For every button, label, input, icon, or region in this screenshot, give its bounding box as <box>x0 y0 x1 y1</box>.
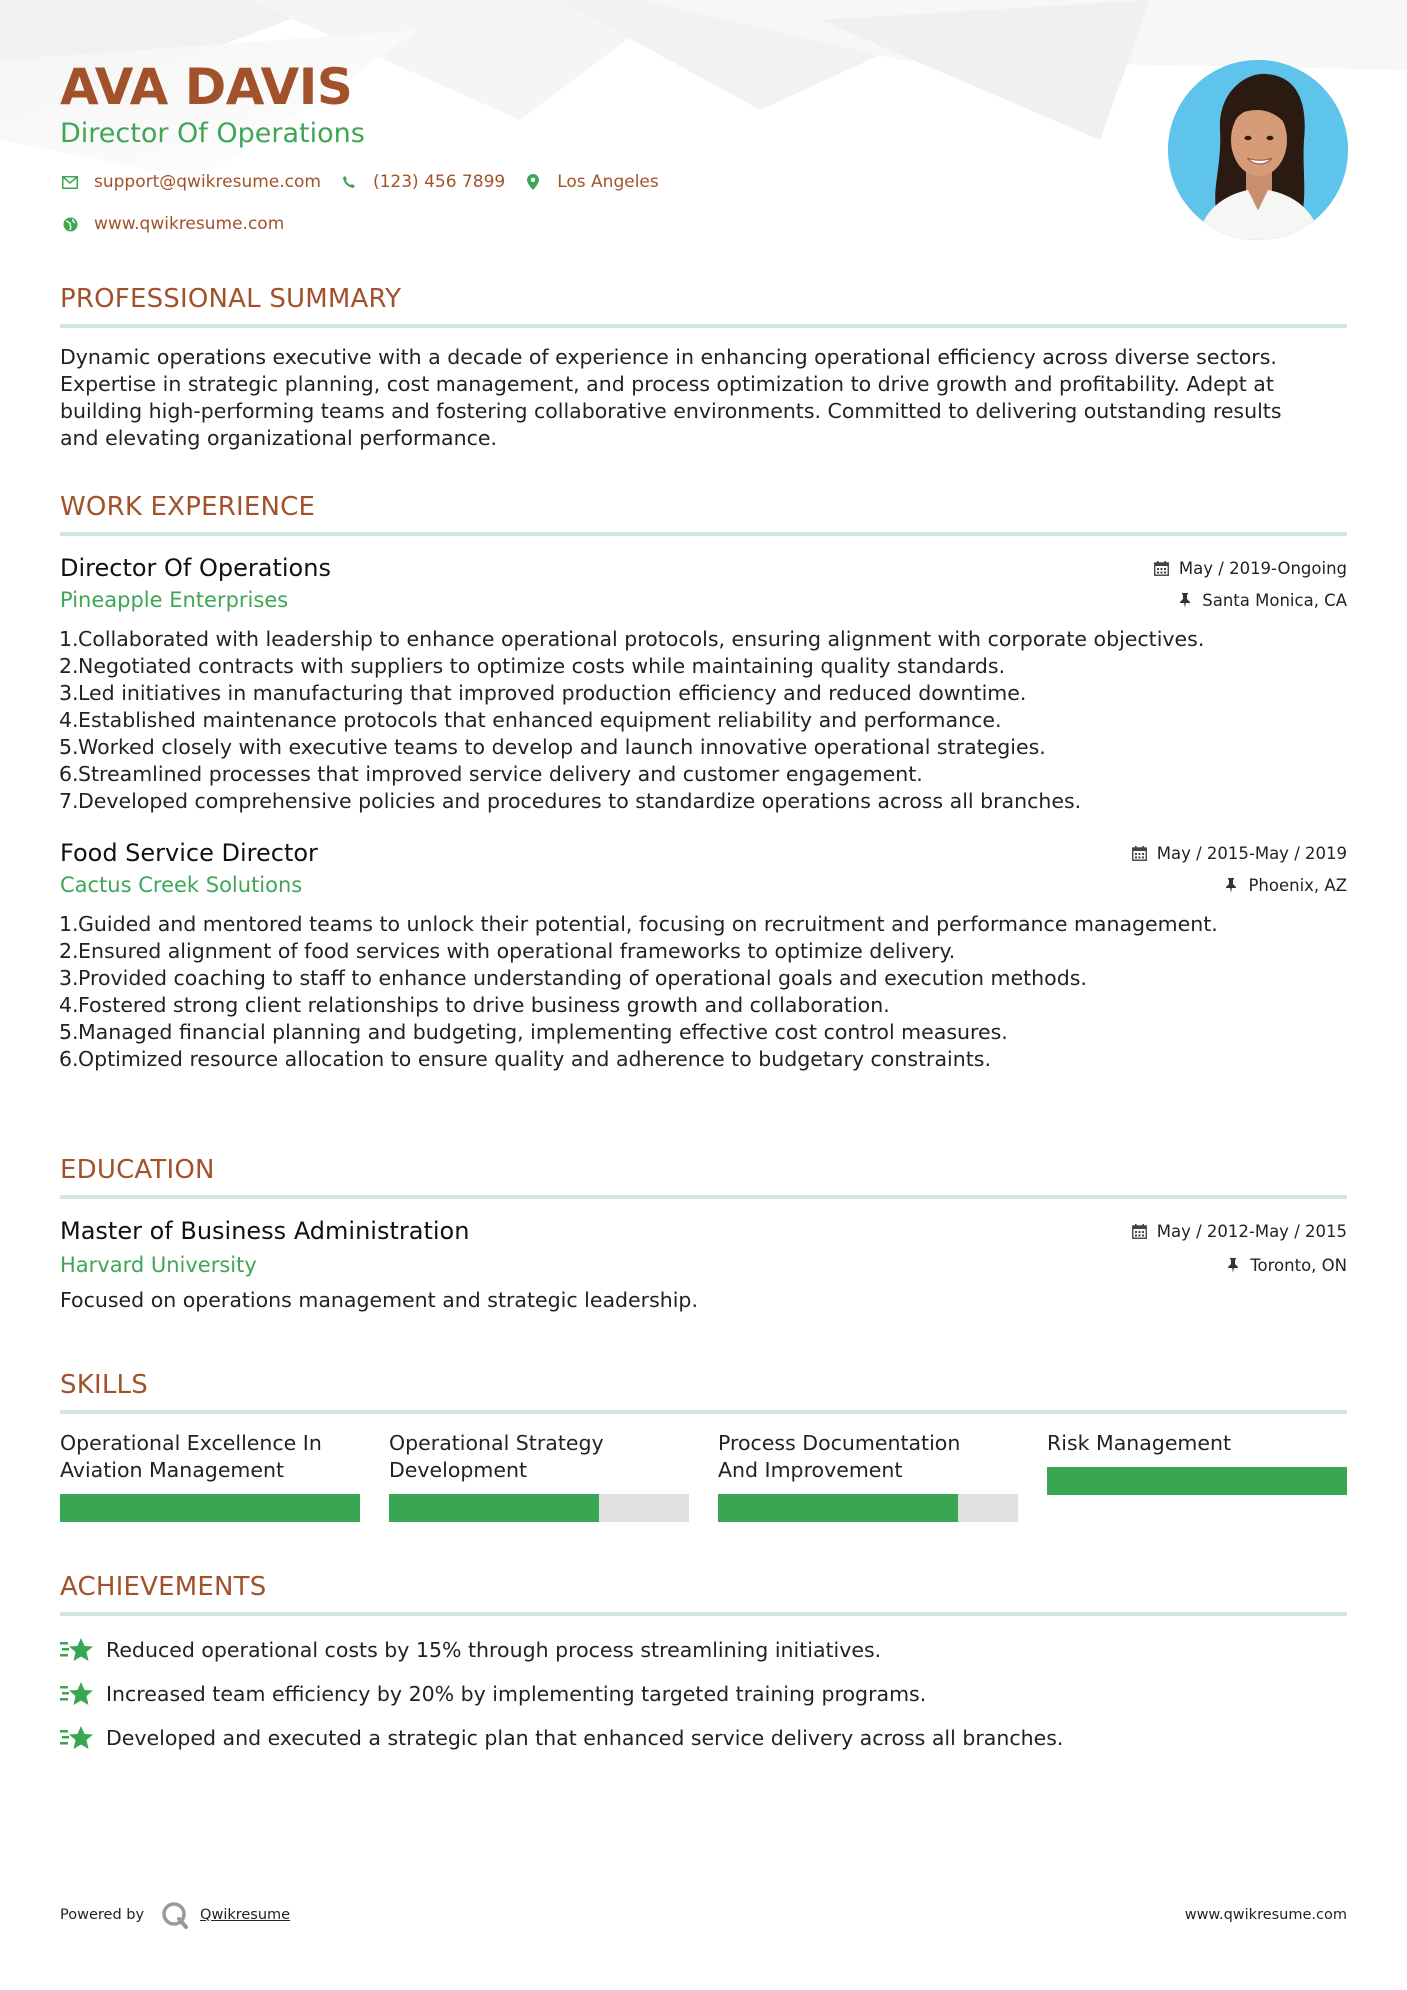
job-location <box>1222 876 1347 895</box>
education-heading: EDUCATION <box>60 1155 215 1185</box>
skill-name: Operational Strategy Development <box>389 1431 604 1482</box>
job-bullets <box>60 626 1347 815</box>
job-entry <box>60 554 1347 815</box>
contact-row <box>60 172 677 192</box>
pushpin-icon <box>1176 591 1194 609</box>
achievement-text: Reduced operational costs by 15% through process streamlining initiatives. <box>106 1638 882 1662</box>
list-item: 5. Managed financial planning and budgeting, implementing effective cost control measures. <box>59 1020 1008 1044</box>
education-description: Focused on operations management and strategic leadership. <box>60 1288 698 1312</box>
globe-icon <box>60 214 80 234</box>
calendar-icon <box>1131 1222 1149 1240</box>
experience-section <box>60 492 1347 1073</box>
star-icon <box>60 1635 94 1665</box>
map-pin-icon <box>523 172 543 192</box>
company-name: Cactus Creek Solutions <box>60 873 303 897</box>
education-location <box>1224 1256 1347 1275</box>
bullet-text: Ensured alignment of food services with operational frameworks to optimize delivery. <box>78 939 956 963</box>
bullet-text: Developed comprehensive policies and procedures to standardize operations across all branches. <box>78 789 1082 813</box>
job-dates-text: May / 2019-Ongoing <box>1178 558 1347 578</box>
list-item: 2. Ensured alignment of food services with operational frameworks to optimize delivery. <box>59 939 956 963</box>
bullet-text: Negotiated contracts with suppliers to optimize costs while maintaining quality standards. <box>78 654 1006 678</box>
job-entry <box>60 839 1347 1073</box>
summary-line: building high-performing teams and fostering collaborative environments. Committed to delivering outstanding results <box>60 399 1282 423</box>
degree-title: Master of Business Administration <box>60 1217 470 1245</box>
job-bullets <box>60 911 1347 1073</box>
bullet-text: Optimized resource allocation to ensure quality and adherence to budgetary constraints. <box>78 1047 991 1071</box>
contact-website[interactable] <box>60 214 284 234</box>
summary-section <box>60 284 1347 452</box>
candidate-title: Director Of Operations <box>60 118 365 149</box>
brand-link[interactable]: Qwikresume <box>200 1907 291 1923</box>
bullet-text: Managed financial planning and budgeting, implementing effective cost control measures. <box>78 1020 1008 1044</box>
skill-item <box>718 1430 1018 1522</box>
school-name: Harvard University <box>60 1253 257 1277</box>
skill-name: Operational Excellence In Aviation Management <box>60 1431 322 1482</box>
bullet-text: Provided coaching to staff to enhance understanding of operational goals and execution methods. <box>78 966 1087 990</box>
list-item: 7. Developed comprehensive policies and procedures to standardize operations across all branches. <box>59 789 1082 813</box>
summary-line: Dynamic operations executive with a decade of experience in enhancing operational efficiency across diverse sectors. <box>60 345 1277 369</box>
bullet-text: Established maintenance protocols that enhanced equipment reliability and performance. <box>78 708 1002 732</box>
skill-bar-fill <box>718 1494 958 1522</box>
experience-heading: WORK EXPERIENCE <box>60 492 316 522</box>
skill-bar <box>60 1494 360 1522</box>
company-name: Pineapple Enterprises <box>60 588 289 612</box>
footer <box>60 1900 1347 1930</box>
achievements-heading: ACHIEVEMENTS <box>60 1572 267 1602</box>
education-location-text: Toronto, ON <box>1250 1255 1347 1275</box>
bullet-text: Guided and mentored teams to unlock their potential, focusing on recruitment and performance management. <box>78 912 1218 936</box>
job-dates <box>1131 844 1347 863</box>
job-location <box>1176 591 1347 610</box>
calendar-icon <box>1131 844 1149 862</box>
education-dates-text: May / 2012-May / 2015 <box>1156 1221 1347 1241</box>
list-item: 6. Optimized resource allocation to ensure quality and adherence to budgetary constraints. <box>59 1047 991 1071</box>
footer-website[interactable]: www.qwikresume.com <box>1184 1907 1347 1923</box>
education-dates <box>1131 1222 1347 1241</box>
skill-item <box>389 1430 689 1522</box>
skills-list <box>60 1430 1347 1522</box>
star-icon <box>60 1679 94 1709</box>
job-location-text: Santa Monica, CA <box>1202 590 1347 610</box>
section-divider <box>60 532 1347 536</box>
list-item: 1. Guided and mentored teams to unlock their potential, focusing on recruitment and performance management. <box>59 912 1218 936</box>
skill-bar-fill <box>1047 1467 1347 1495</box>
skill-bar-fill <box>389 1494 599 1522</box>
section-divider <box>60 324 1347 328</box>
achievements-list <box>60 1628 1347 1760</box>
achievement-text: Developed and executed a strategic plan that enhanced service delivery across all branches. <box>106 1726 1064 1750</box>
skills-heading: SKILLS <box>60 1370 148 1400</box>
bullet-text: Led initiatives in manufacturing that improved production efficiency and reduced downtime. <box>78 681 1027 705</box>
section-divider <box>60 1195 1347 1199</box>
list-item: 2. Negotiated contracts with suppliers to optimize costs while maintaining quality standards. <box>59 654 1006 678</box>
bullet-text: Streamlined processes that improved service delivery and customer engagement. <box>78 762 923 786</box>
phone-icon <box>339 172 359 192</box>
job-location-text: Phoenix, AZ <box>1248 875 1347 895</box>
summary-line: and elevating organizational performance. <box>60 426 497 450</box>
contact-location <box>523 172 659 192</box>
website-text: www.qwikresume.com <box>94 214 285 234</box>
star-icon <box>60 1723 94 1753</box>
skill-bar-fill <box>60 1494 360 1522</box>
list-item: 5. Worked closely with executive teams to develop and launch innovative operational strategies. <box>59 735 1046 759</box>
skill-name: Process Documentation And Improvement <box>718 1431 961 1482</box>
phone-text: (123) 456 7899 <box>372 172 506 192</box>
list-item <box>60 1672 1347 1716</box>
list-item: 3. Provided coaching to staff to enhance understanding of operational goals and execution methods. <box>59 966 1087 990</box>
section-divider <box>60 1612 1347 1616</box>
contact-email[interactable] <box>60 172 321 192</box>
calendar-icon <box>1153 559 1171 577</box>
envelope-icon <box>60 172 80 192</box>
contact-phone[interactable] <box>339 172 505 192</box>
pushpin-icon <box>1222 876 1240 894</box>
candidate-name: AVA DAVIS <box>60 58 353 116</box>
bullet-text: Worked closely with executive teams to develop and launch innovative operational strategies. <box>78 735 1046 759</box>
pushpin-icon <box>1224 1256 1242 1274</box>
list-item: 4. Fostered strong client relationships to drive business growth and collaboration. <box>59 993 890 1017</box>
skill-bar <box>389 1494 689 1522</box>
list-item: 4. Established maintenance protocols that enhanced equipment reliability and performance. <box>59 708 1002 732</box>
summary-line: Expertise in strategic planning, cost management, and process optimization to drive growth and profitability. Adept at <box>60 372 1274 396</box>
bullet-text: Collaborated with leadership to enhance operational protocols, ensuring alignment with corporate objectives. <box>78 627 1205 651</box>
qwikresume-logo-icon <box>160 1900 190 1930</box>
job-title: Director Of Operations <box>60 554 331 582</box>
summary-heading: PROFESSIONAL SUMMARY <box>60 284 402 314</box>
education-section <box>60 1155 1347 1314</box>
list-item: 6. Streamlined processes that improved service delivery and customer engagement. <box>59 762 923 786</box>
achievements-section <box>60 1572 1347 1760</box>
location-text: Los Angeles <box>557 172 659 192</box>
bullet-text: Fostered strong client relationships to drive business growth and collaboration. <box>78 993 890 1017</box>
list-item: 1. Collaborated with leadership to enhance operational protocols, ensuring alignment with corporate objectives. <box>59 627 1205 651</box>
list-item: 3. Led initiatives in manufacturing that improved production efficiency and reduced downtime. <box>59 681 1027 705</box>
summary-text <box>60 344 1347 452</box>
skill-item <box>60 1430 360 1522</box>
job-dates <box>1153 559 1347 578</box>
list-item <box>60 1716 1347 1760</box>
section-divider <box>60 1410 1347 1414</box>
job-dates-text: May / 2015-May / 2019 <box>1156 843 1347 863</box>
skill-bar <box>718 1494 1018 1522</box>
achievement-text: Increased team efficiency by 20% by implementing targeted training programs. <box>106 1682 927 1706</box>
skills-section <box>60 1370 1347 1522</box>
skill-bar <box>1047 1467 1347 1495</box>
powered-by-text: Powered by <box>60 1907 145 1923</box>
skill-name: Risk Management <box>1047 1431 1232 1455</box>
avatar <box>1168 60 1348 240</box>
skill-item <box>1047 1430 1347 1522</box>
job-title: Food Service Director <box>60 839 318 867</box>
email-text: support@qwikresume.com <box>94 172 321 192</box>
list-item <box>60 1628 1347 1672</box>
footer-branding <box>60 1900 290 1930</box>
